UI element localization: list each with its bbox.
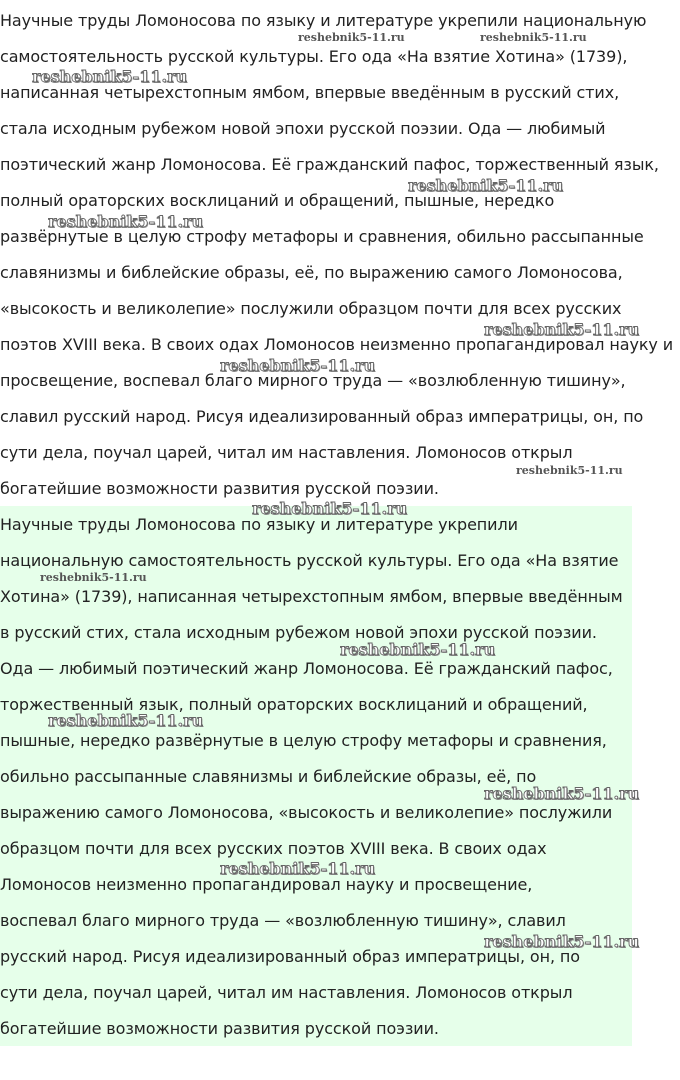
text-line: поэтический жанр Ломоносова. Её гражданский пафос, торжественный язык, (0, 155, 659, 174)
text-line: просвещение, воспевал благо мирного труда — «возлюбленную тишину», (0, 371, 626, 390)
text-line: «высокость и великолепие» послужили образцом почти для всех русских (0, 299, 622, 318)
watermark: reshebnik5-11.ru (480, 31, 587, 44)
watermark: reshebnik5-11.ru (48, 212, 204, 231)
text-line: образцом почти для всех русских поэтов XVIII века. В своих одах (0, 839, 547, 858)
text-line: полный ораторских восклицаний и обращений, пышные, нередко (0, 191, 555, 210)
text-line: поэтов XVIII века. В своих одах Ломоносов неизменно пропагандировал науку и (0, 335, 674, 354)
text-line: воспевал благо мирного труда — «возлюбленную тишину», славил (0, 911, 566, 930)
watermark: reshebnik5-11.ru (484, 784, 640, 803)
watermark: reshebnik5-11.ru (32, 67, 188, 86)
text-line: богатейшие возможности развития русской поэзии. (0, 479, 439, 498)
watermark: reshebnik5-11.ru (48, 711, 204, 730)
watermark: reshebnik5-11.ru (408, 176, 564, 195)
text-line: Ода — любимый поэтический жанр Ломоносова. Её гражданский пафос, (0, 659, 613, 678)
text-line: обильно рассыпанные славянизмы и библейские образы, её, по (0, 767, 537, 786)
text-line: написанная четырехстопным ямбом, впервые введённым в русский стих, (0, 83, 620, 102)
watermark: reshebnik5-11.ru (340, 640, 496, 659)
paragraph-highlighted (0, 507, 626, 1047)
text-line: выражению самого Ломоносова, «высокость и великолепие» послужили (0, 803, 613, 822)
text-line: Научные труды Ломоносова по языку и литературе укрепили (0, 515, 518, 534)
watermark: reshebnik5-11.ru (40, 571, 147, 584)
text-line: богатейшие возможности развития русской поэзии. (0, 1019, 439, 1038)
text-line: сути дела, поучал царей, читал им наставления. Ломоносов открыл (0, 983, 573, 1002)
text-line: в русский стих, стала исходным рубежом новой эпохи русской поэзии. (0, 623, 597, 642)
text-line: Научные труды Ломоносова по языку и литературе укрепили национальную (0, 11, 647, 30)
watermark: reshebnik5-11.ru (220, 859, 376, 878)
text-line: сути дела, поучал царей, читал им наставления. Ломоносов открыл (0, 443, 573, 462)
text-line: славянизмы и библейские образы, её, по выражению самого Ломоносова, (0, 263, 623, 282)
text-line: пышные, нередко развёрнутые в целую строфу метафоры и сравнения, (0, 731, 607, 750)
watermark: reshebnik5-11.ru (516, 464, 623, 477)
watermark: reshebnik5-11.ru (252, 499, 408, 518)
text-line: торжественный язык, полный ораторских восклицаний и обращений, (0, 695, 588, 714)
text-line: национальную самостоятельность русской культуры. Его ода «На взятие (0, 551, 619, 570)
text-line: развёрнутые в целую строфу метафоры и сравнения, обильно рассыпанные (0, 227, 644, 246)
text-line: Хотина» (1739), написанная четырехстопным ямбом, впервые введённым (0, 587, 623, 606)
paragraph-plain (0, 3, 676, 507)
text-line: славил русский народ. Рисуя идеализированный образ императрицы, он, по (0, 407, 644, 426)
watermark: reshebnik5-11.ru (484, 320, 640, 339)
watermark: reshebnik5-11.ru (484, 932, 640, 951)
text-line: русский народ. Рисуя идеализированный образ императрицы, он, по (0, 947, 580, 966)
text-line: самостоятельность русской культуры. Его ода «На взятие Хотина» (1739), (0, 47, 628, 66)
text-line: Ломоносов неизменно пропагандировал науку и просвещение, (0, 875, 533, 894)
watermark: reshebnik5-11.ru (298, 31, 405, 44)
watermark: reshebnik5-11.ru (220, 356, 376, 375)
text-line: стала исходным рубежом новой эпохи русской поэзии. Ода — любимый (0, 119, 606, 138)
